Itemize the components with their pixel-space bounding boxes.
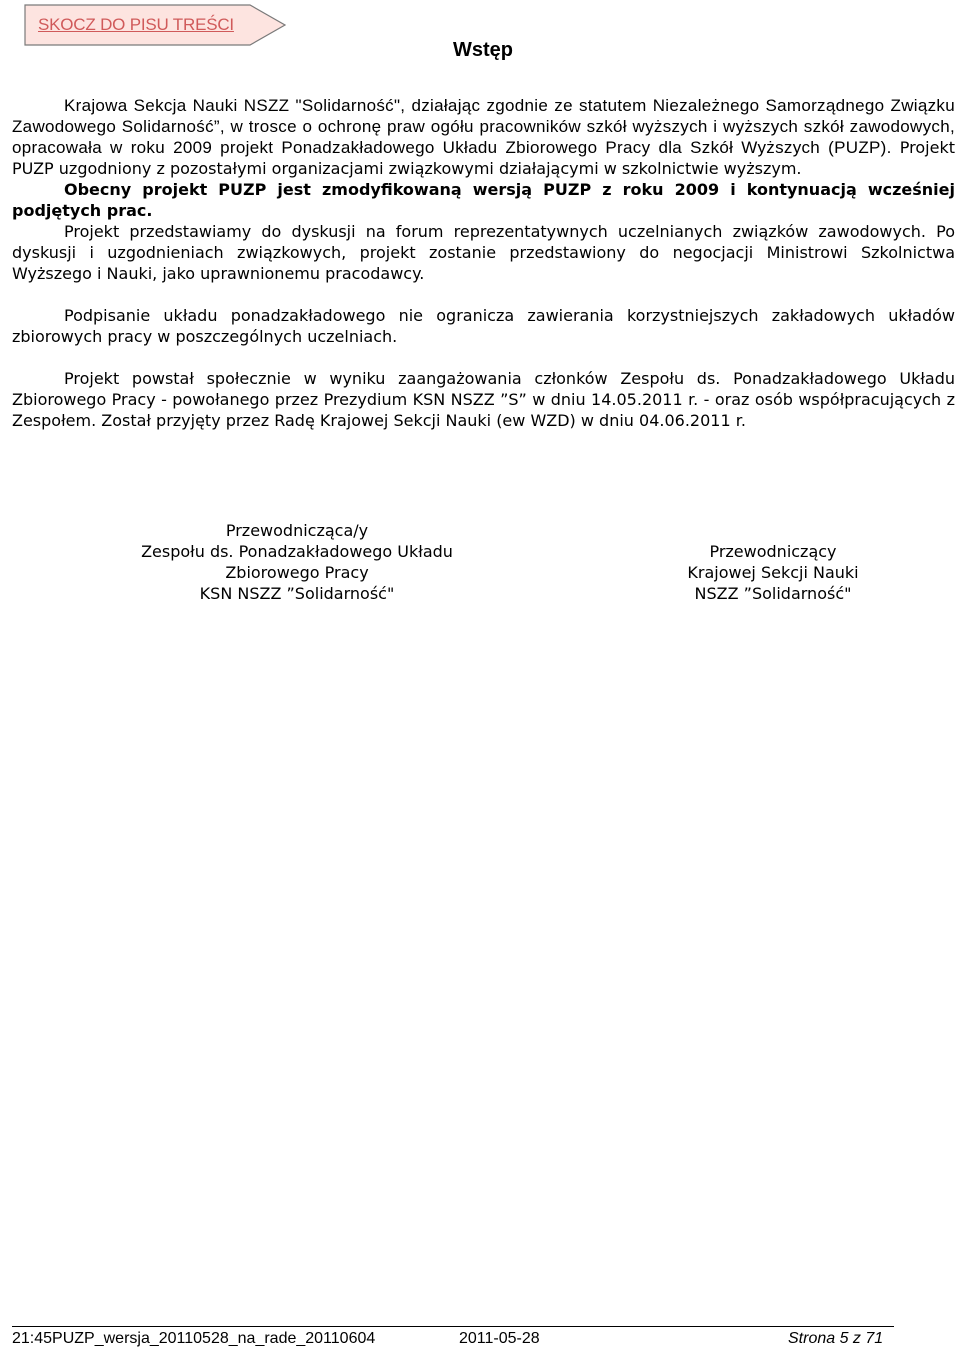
signature-left-line-1: Przewodnicząca/y [225,521,369,540]
page-heading: Wstęp [453,39,513,61]
signature-left-line-4: KSN NSZZ ”Solidarność" [199,584,395,603]
signature-right-line-1: Przewodniczący [709,542,837,561]
footer-page-number: Strona 5 z 71 [788,1330,884,1347]
paragraph-intro-part-c: Projekt PUZP uzgodniony z pozostałymi organizacjami związkowymi działającymi w szkolnictwie wyższym. [12,138,956,178]
paragraph-signing: Podpisanie układu ponadzakładowego nie ogranicza zawierania korzystniejszych zakładowych układów zbiorowych pracy w poszczególnych uczelniach. [12,306,955,346]
paragraph-intro-part-a: Krajowa Sekcja Nauki NSZZ "Solidarność", działając zgodnie ze statutem Niezależnego Samorządnego Związku Zawodowego [12,96,955,136]
footer-date: 2011-05-28 [459,1330,540,1347]
skip-to-content-label: SKOCZ DO PISU TREŚCI [38,15,234,34]
signature-left-line-2: Zespołu ds. Ponadzakładowego Układu [141,542,453,561]
signature-left-line-3: Zbiorowego Pracy [225,563,369,582]
footer-document-name: 21:45PUZP_wersja_20110528_na_rade_20110604 [12,1330,376,1347]
paragraph-intro-part-b: Solidarność”, w trosce o ochronę praw ogółu pracowników szkół wyższych i wyższych szkół zawodowych, opracowała w roku 2009 projekt Ponadzakładowego Układu Zbiorowego Pracy dla Szkół Wyższych (PUZP). [12,117,955,157]
paragraph-discussion: Projekt przedstawiamy do dyskusji na forum reprezentatywnych uczelnianych związków zawodowych. Po dyskusji i uzgodnieniach związkowych, projekt zostanie przedstawiony do negocjacji Ministrowi Szkolnictwa Wyższego i Nauki, jako uprawnionemu pracodawcy. [12,222,955,283]
paragraph-current-project: Obecny projekt PUZP jest zmodyfikowaną wersją PUZP z roku 2009 i kontynuacją wcześniej podjętych prac. [12,180,955,220]
signature-right-line-2: Krajowej Sekcji Nauki [687,563,859,582]
signature-block-team-chair [117,520,477,604]
signature-right-line-3: NSZZ ”Solidarność" [694,584,852,603]
paragraph-origin: Projekt powstał społecznie w wyniku zaangażowania członków Zespołu ds. Ponadzakładowego Układu Zbiorowego Pracy - powołanego przez Prezydium KSN NSZZ ”S” w dniu 14.05.2011 r. - oraz osób współpracujących z Zespołem. Został przyjęty przez Radę Krajowej Sekcji Nauki (ew WZD) w dniu 04.06.2011 r. [12,369,955,430]
footer-divider [12,1326,894,1327]
signature-block-section-chair [608,541,938,604]
document-body [12,95,955,431]
paragraph-intro [12,95,955,179]
